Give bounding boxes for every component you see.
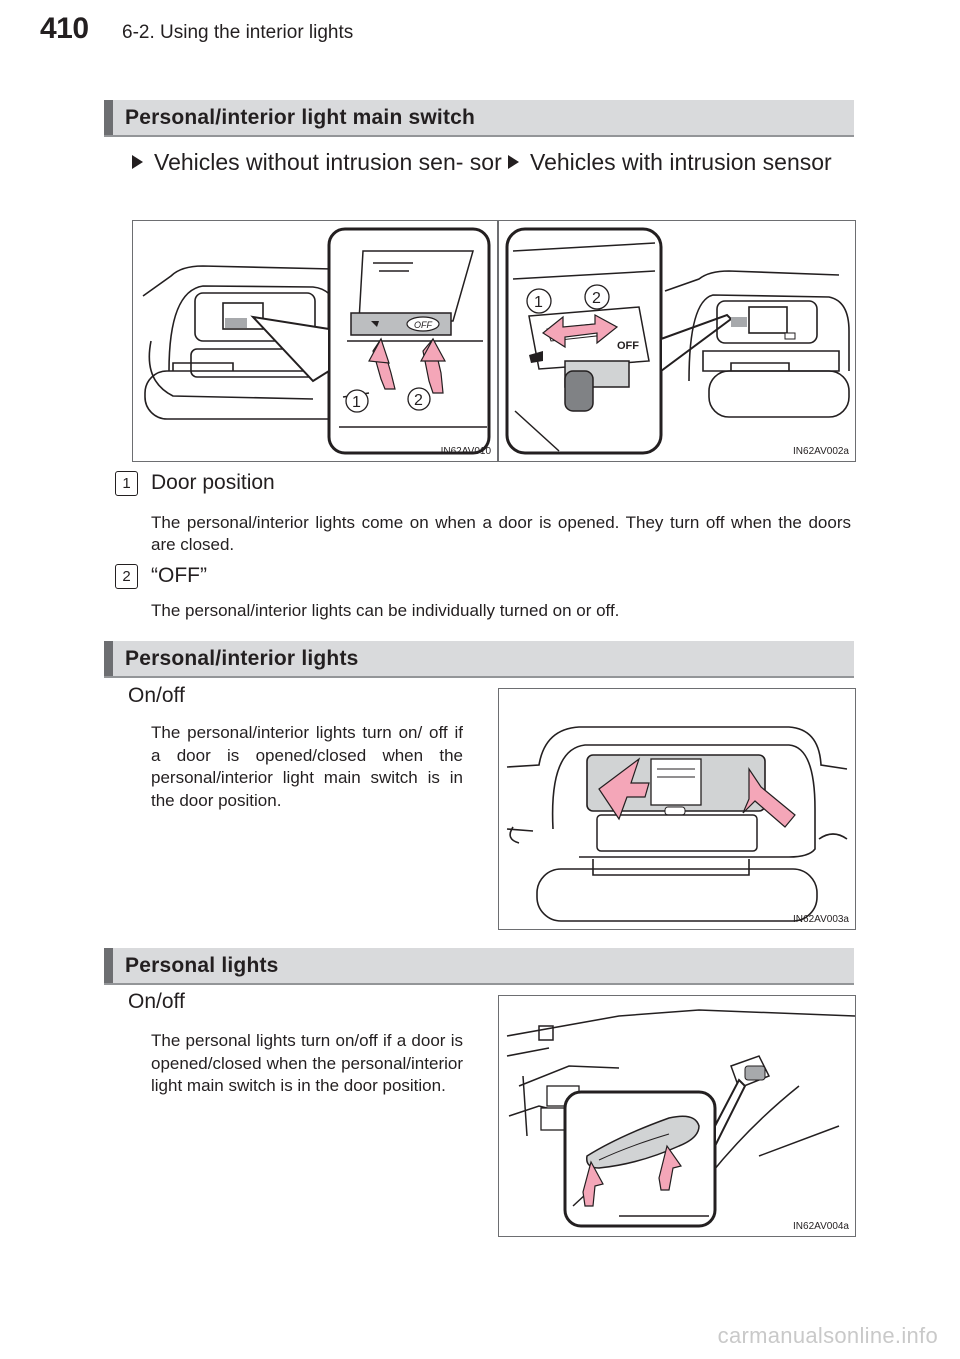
callout-badge-1: 1 <box>115 471 138 496</box>
interior-body: The personal/interior lights turn on/ off if a door is opened/closed when the personal/interior light main switch is in the door position. <box>151 723 463 810</box>
callout-title-off: “OFF” <box>151 564 207 587</box>
variant-label: Vehicles with intrusion sensor <box>530 149 832 175</box>
watermark: carmanualsonline.info <box>717 1323 938 1348</box>
switch-illustration <box>499 221 855 461</box>
callout-desc-door-position: The personal/interior lights come on when a door is opened. They turn off when the doors are closed. <box>151 513 851 554</box>
personal-light-illustration <box>499 996 855 1236</box>
off-label: OFF <box>617 340 639 352</box>
section-bar <box>104 100 113 135</box>
section-header-main-switch <box>104 100 854 137</box>
svg-text:1: 1 <box>534 294 543 311</box>
switch-illustration <box>133 221 497 461</box>
variant-label: Vehicles without intrusion sen- sor <box>154 149 502 175</box>
variant-without-sensor <box>132 146 514 178</box>
section-title: Personal/interior lights <box>125 647 359 670</box>
figure-code: IN62AV002a <box>793 446 849 457</box>
interior-subhead: On/off <box>128 684 185 707</box>
figure-interior-lights <box>498 688 856 930</box>
figure-code: IN62AV003a <box>793 914 849 925</box>
section-header-interior-lights <box>104 641 854 678</box>
section-path: 6-2. Using the interior lights <box>122 22 354 43</box>
figure-switch-with-sensor <box>498 220 856 462</box>
section-bar <box>104 641 113 676</box>
triangle-bullet-icon <box>132 155 143 169</box>
figure-code: IN62AV010 <box>440 446 491 457</box>
off-label: OFF <box>414 320 432 330</box>
callout-title-door-position: Door position <box>151 471 275 494</box>
interior-light-illustration <box>499 689 855 929</box>
figure-personal-lights <box>498 995 856 1237</box>
figure-code: IN62AV004a <box>793 1221 849 1232</box>
svg-text:1: 1 <box>352 394 361 411</box>
svg-text:2: 2 <box>592 290 601 307</box>
section-title: Personal/interior light main switch <box>125 106 476 129</box>
personal-body: The personal lights turn on/off if a door is opened/closed when the personal/interior light main switch is in the door position. <box>151 1031 463 1095</box>
callout-badge-2: 2 <box>115 564 138 589</box>
variant-with-sensor <box>508 146 880 178</box>
figure-switch-without-sensor <box>132 220 498 462</box>
section-bar <box>104 948 113 983</box>
triangle-bullet-icon <box>508 155 519 169</box>
svg-text:2: 2 <box>414 392 423 409</box>
section-title: Personal lights <box>125 954 279 977</box>
section-header-personal-lights <box>104 948 854 985</box>
callout-desc-off: The personal/interior lights can be individually turned on or off. <box>151 601 620 620</box>
page-number: 410 <box>40 12 89 45</box>
personal-subhead: On/off <box>128 990 185 1013</box>
